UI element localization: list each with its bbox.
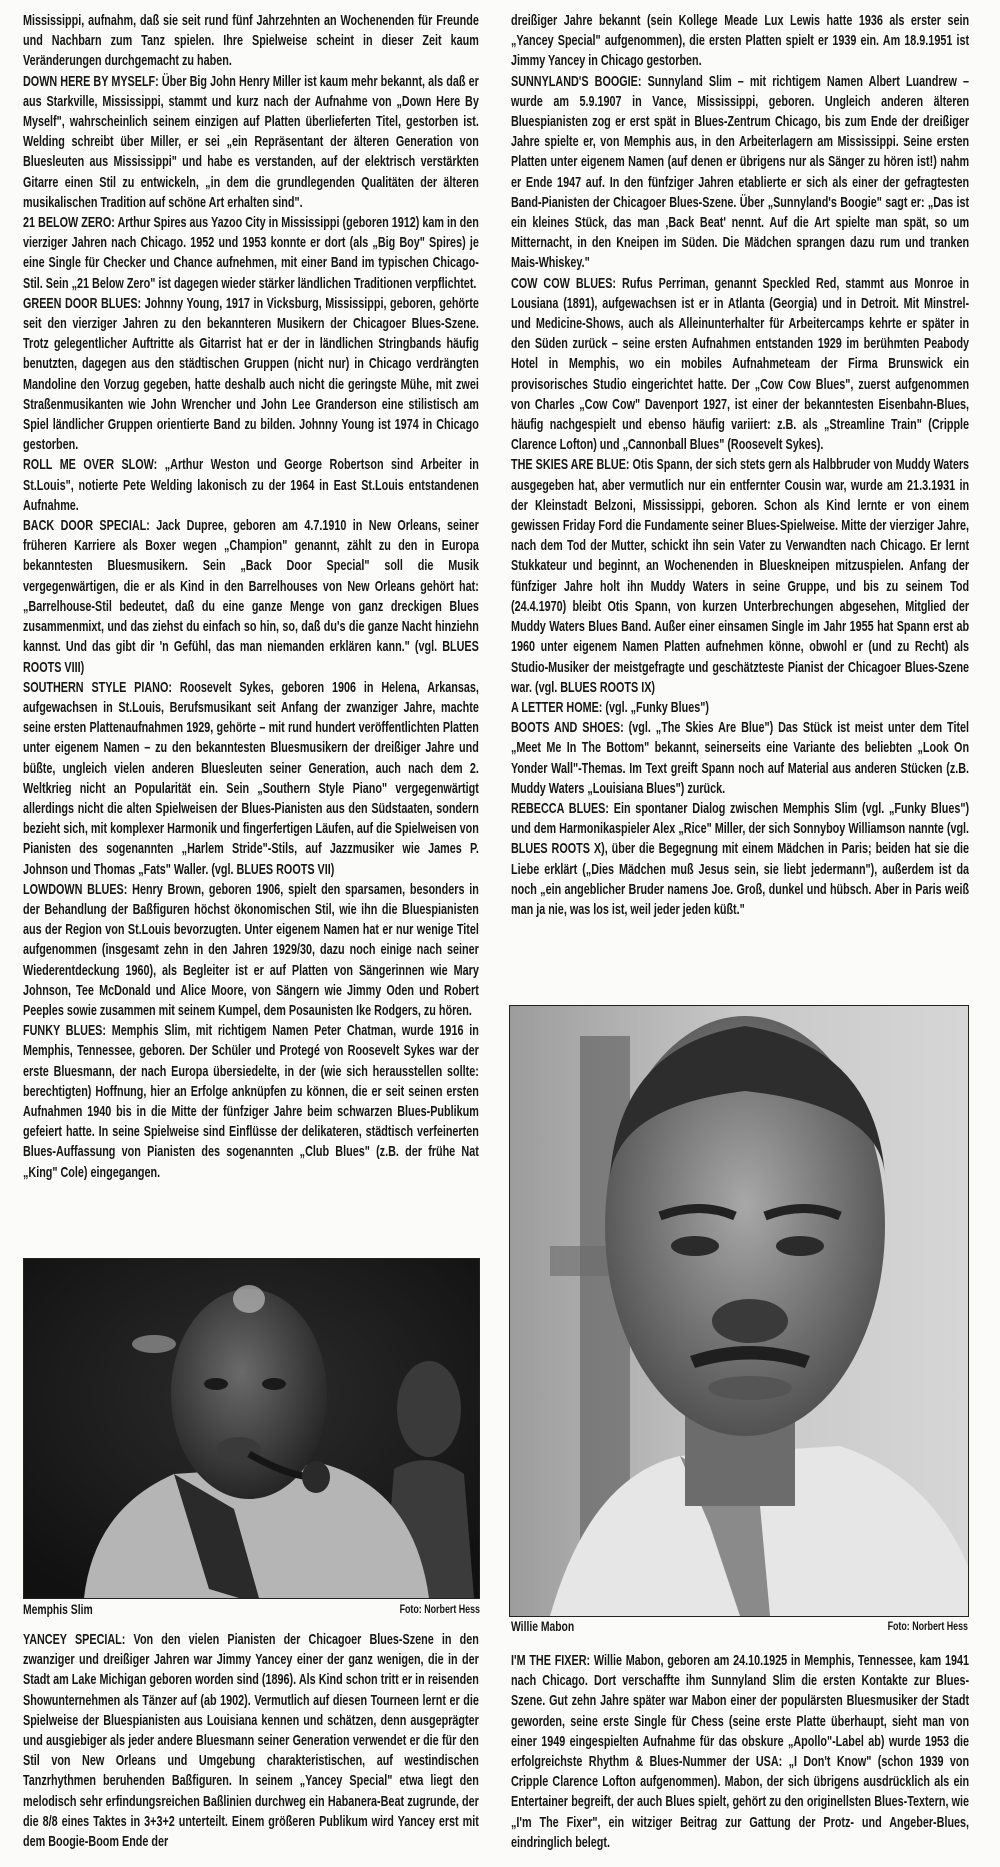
song-title-heading: GREEN DOOR BLUES: — [23, 295, 142, 312]
article-paragraph — [23, 1630, 479, 1852]
paragraph-text: Rufus Perriman, genannt Speckled Red, stammt aus Monroe in Lousiana (1891), aufgewachsen ist er in Atlanta (Georgia) und in Detroit. Mit Minstrel- und Medicine-Shows, auch als Alleinunterhalter für Arbeitercamps kehrte er später in den Süden zurück – seine ersten Aufnahmen entstanden 1929 im berühmten Peabody Hotel in Memphis, wo ein mobiles Aufnahmeteam der Firma Brunswick ein provisorisches Studio eingerichtet hatte. Der „Cow Cow Blues", zuerst aufgenommen von Charles „Cow Cow" Davenport 1927, ist einer der bekanntesten Eisenbahn-Blues, häufig nachgespielt und ebenso häufig variiert: z.B. als „Streamline Train" (Cripple Clarence Lofton) und „Cannonball Blues" (Roosevelt Sykes). — [511, 275, 969, 454]
song-title-heading: 21 BELOW ZERO: — [23, 215, 115, 232]
song-title-heading: SUNNYLAND'S BOOGIE: — [511, 73, 642, 90]
right-top-paragraphs — [511, 11, 969, 920]
article-paragraph — [511, 72, 969, 274]
paragraph-text: Jack Dupree, geboren am 4.7.1910 in New Orleans, seiner früheren Karriere als Boxer wegen „Champion" genannt, zählt zu den in Europa bekanntesten Bluesmusikern. Sein „Back Door Special" soll die Musik vergegenwärtigen, die er als Kind in den Barrelhouses von New Orleans gehört hat: „Barrelhouse-Stil bedeutet, daß du eine ganze Menge von ganz dreckigen Blues zusammenmixt, und das ziehst du einfach so hin, so, daß du's die ganze Nacht hinziehn kannst. Und das gibt dir 'n Gefühl, das man niemanden erklären kann." (vgl. BLUES ROOTS VIII) — [23, 518, 479, 676]
right-bottom-paragraphs — [511, 1651, 969, 1853]
article-paragraph — [23, 72, 479, 213]
article-paragraph — [511, 718, 969, 799]
willie-mabon-photo — [509, 1005, 969, 1617]
photo-caption — [23, 1599, 223, 1619]
right-column-text — [511, 11, 969, 991]
article-paragraph — [511, 799, 969, 920]
left-column-text — [23, 11, 479, 1251]
song-title-heading: FUNKY BLUES: — [23, 1023, 106, 1040]
right-column-bottom-text — [511, 1651, 969, 1867]
song-title-heading: I'M THE FIXER: — [511, 1653, 591, 1669]
paragraph-text: Johnny Young, 1917 in Vicksburg, Mississippi, geboren, gehörte seit den vierziger Jahren zu den bekannteren Musikern der Chicagoer Blues-Szene. Trotz gelegentlicher Auftritte als Gitarrist hat er der in ländlichen Stringbands häufig benutzten, dagegen aus den städtischen Gruppen (nicht nur) in Chicago verdrängten Mandoline den Vorzug gegeben, hatte deshalb auch nicht die geringste Mühe, mit zwei Straßenmusikanten wie John Wrencher und John Lee Granderson eine stilistisch am Spiel ländlicher Gruppen orientierte Band zu bilden. Johnny Young ist 1974 in Chicago gestorben. — [23, 295, 479, 454]
article-paragraph — [23, 880, 479, 1021]
song-title-heading: SOUTHERN STYLE PIANO: — [23, 679, 172, 696]
paragraph-text: Arthur Spires aus Yazoo City in Mississippi (geboren 1912) kam in den vierziger Jahren nach Chicago. 1952 und 1953 konnte er dort (als „Big Boy" Spires) je eine Single für Checker und Chance aufnehmen, mit einer Band im typischen Chicago-Stil. Sein „21 Below Zero" ist dagegen wieder stärker ländlichen Traditionen verpflichtet. — [23, 215, 479, 292]
paragraph-text: Über Big John Henry Miller ist kaum mehr bekannt, als daß er aus Starkville, Mississippi, stammt und kurz nach der Aufnahme von „Down Here By Myself", wahrscheinlich seinem einzigen auf Platten überlieferten Titel, gestorben ist. Welding schreibt über Miller, er sei „ein Repräsentant der älteren Generation von Bluesleuten aus Mississippi" und habe es verstanden, auf der elektrisch verstärkten Gitarre einen Stil zu entwickeln, „in dem die grundlegenden Qualitäten der älteren musikalischen Tradition auf schöne Art erhalten sind". — [23, 73, 479, 211]
paragraph-text: Ein spontaner Dialog zwischen Memphis Slim (vgl. „Funky Blues") und dem Harmonikaspieler Alex „Rice" Miller, der sich Sonnyboy Williamson nannte (vgl. BLUES ROOTS X), über die Begegnung mit einem Mädchen in Paris; beiden hat sie die Liebe erklärt („Dies Mädchen muß Jesus sein, sie liebt jedermann"), außerdem ist da noch „ein angeblicher Bruder namens Joe. Groß, dunkel und hübsch. Aber in Paris weiß man ja nie, was los ist, weil jeder jeden küßt." — [511, 800, 969, 918]
article-paragraph — [511, 1651, 969, 1853]
paragraph-text: Von den vielen Pianisten der Chicagoer Blues-Szene in den zwanziger und dreißiger Jahren war Jimmy Yancey einer der ganz wenigen, die in der Stadt am Lake Michigan geboren worden sind (1896). Als Kind schon tritt er in reisenden Showunternehmen als Tänzer auf (ab 1902). Vermutlich auf diesen Tourneen lernt er die Spielweise der Bluespianisten aus Louisiana kennen und schätzen, denn ausgeprägter und ausgiebiger als jeder andere Bluesmann seiner Generation verwendet er die für den Stil von New Orleans und Umgebung charakteristischen, auf westindischen Tanzrhythmen beruhenden Baßfiguren. In seinem „Yancey Special" etwa liegt den melodisch sehr erfindungsreichen Baßlinien durchweg ein Habanera-Beat zugrunde, der die 8/8 eines Taktes in 3+3+2 unterteilt. Einem größeren Publikum wird Yancey erst mit dem Boogie-Boom Ende der — [23, 1632, 479, 1851]
paragraph-text: Sunnyland Slim – mit richtigem Namen Albert Luandrew – wurde am 5.9.1907 in Vance, Mississippi, geboren. Ungleich anderen älteren Bluespianisten zog er erst spät in Blues-Zentrum Chicago, bis zum Ende der dreißiger Jahre spielte er, von Memphis aus, in den Arbeiterlagern am Mississippi. Seine ersten Platten unter eigenem Namen (auf denen er übrigens nur als Sänger zu hören ist!) nahm er Ende 1947 auf. In den fünfziger Jahren etablierte er sich als einer der gefragtesten Band-Pianisten der Chicagoer Blues-Szene. Über „Sunnyland's Boogie" sagt er: „Das ist ein kleines Stück, das man ‚Back Beat' nennt. Auf die Art spielte man spät, so um Mitternacht, in den Kneipen im Süden. Die Mädchen sprangen dazu rum und tranken Mais-Whiskey." — [511, 73, 969, 272]
paragraph-text: Mississippi, aufnahm, daß sie seit rund fünf Jahrzehnten an Wochenenden für Freunde und Nachbarn zum Tanz spielen. Ihre Spielweise scheint in dieser Zeit kaum Veränderungen durchgemacht zu haben. — [23, 13, 479, 70]
article-paragraph — [511, 11, 969, 72]
paragraph-text: (vgl. „The Skies Are Blue") Das Stück ist meist unter dem Titel „Meet Me In The Bottom" bekannt, seinerseits eine Variante des beliebten „Look On Yonder Wall"-Themas. Im Text greift Spann noch auf Material aus anderen Stücken (z.B. Muddy Waters „Louisiana Blues") zurück. — [511, 720, 969, 797]
song-title-heading: BACK DOOR SPECIAL: — [23, 518, 150, 535]
song-title-heading: DOWN HERE BY MYSELF: — [23, 73, 159, 90]
left-column-bottom-text — [23, 1630, 479, 1867]
paragraph-text: Henry Brown, geboren 1906, spielt den sparsamen, besonders in der Behandlung der Baßfiguren höchst ökonomischen Stil, wie ihn die Bluespianisten aus der Region von St.Louis bevorzugten. Unter eigenem Namen hat er nur wenige Titel aufgenommen (insgesamt zehn in den Jahren 1929/30, dazu noch einige nach seiner Wiederentdeckung 1960), als Begleiter ist er auf Platten von Sängerinnen wie Mary Johnson, Tee McDonald und Alice Moore, von Sängern wie Jimmy Oden und Robert Peeples sowie zusammen mit seinem Kumpel, dem Posaunisten Ike Rodgers, zu hören. — [23, 881, 479, 1019]
left-bottom-paragraphs — [23, 1630, 479, 1852]
portrait-image — [510, 1006, 968, 1616]
article-paragraph — [23, 516, 479, 678]
song-title-heading: A LETTER HOME: — [511, 699, 603, 716]
song-title-heading: BOOTS AND SHOES: — [511, 720, 624, 737]
song-title-heading: ROLL ME OVER SLOW: — [23, 457, 158, 474]
caption-text: Willie Mabon — [511, 1618, 575, 1634]
photo-caption — [511, 1616, 711, 1636]
song-title-heading: LOWDOWN BLUES: — [23, 881, 128, 898]
caption-text: Memphis Slim — [23, 1601, 93, 1617]
article-paragraph — [23, 455, 479, 516]
article-paragraph — [23, 11, 479, 72]
song-title-heading: YANCEY SPECIAL: — [23, 1632, 126, 1648]
article-paragraph — [23, 1021, 479, 1183]
article-paragraph — [511, 698, 969, 718]
memphis-slim-photo — [23, 1258, 480, 1599]
paragraph-text: dreißiger Jahre bekannt (sein Kollege Meade Lux Lewis hatte 1936 als erster sein „Yancey Special" aufgenommen), die ersten Platten spielt er 1939 ein. Am 18.9.1951 ist Jimmy Yancey in Chicago gestorben. — [511, 13, 969, 70]
article-paragraph — [511, 455, 969, 697]
song-title-heading: THE SKIES ARE BLUE: — [511, 457, 630, 474]
song-title-heading: COW COW BLUES: — [511, 275, 617, 292]
paragraph-text: Roosevelt Sykes, geboren 1906 in Helena, Arkansas, aufgewachsen in St.Louis, Berufsmusikant seit Anfang der zwanziger Jahre, machte seine ersten Plattenaufnahmen 1929, gehörte – mit rund hundert veröffentlichten Platten unter eigenem Namen – zu den bekanntesten Bluesmusikern der dreißiger Jahre und büßte, ungleich vielen anderen Bluesleuten seiner Generation, auch nach dem 2. Weltkrieg nicht an Popularität ein. Sein „Southern Style Piano" vergegenwärtigt allerdings nicht die alten Spielweisen der Blues-Pianisten aus den Südstaaten, sondern bezieht sich, mit komplexer Harmonik und fingerfertigen Läufen, auf die Spielweisen von Pianisten des sogenannten „Harlem Stride"-Stils, auf Jazzmusiker wie James P. Johnson und Thomas „Fats" Waller. (vgl. BLUES ROOTS VII) — [23, 679, 479, 878]
article-paragraph — [511, 274, 969, 456]
paragraph-text: „Arthur Weston und George Robertson sind Arbeiter in St.Louis", notierte Pete Welding lakonisch zu der 1964 in East St.Louis entstandenen Aufnahme. — [23, 457, 479, 514]
photo-credit — [300, 1599, 480, 1619]
paragraph-text: Memphis Slim, mit richtigem Namen Peter Chatman, wurde 1916 in Memphis, Tennessee, geboren. Der Schüler und Protegé von Roosevelt Sykes war der erste Bluesmann, der nach Europa übersiedelte, in der (wie sich herausstellen sollte: berechtigten) Hoffnung, hier an Erfolge anknüpfen zu können, die er seit seinen ersten Aufnahmen 1940 bis in die Mitte der fünfziger Jahre beim schwarzen Blues-Publikum gefeiert hatte. In seine Spielweise sind Einflüsse der delikateren, städtisch verfeinerten Blues-Auffassung von Pianisten des sogenannten „Club Blues" (z.B. der frühe Nat „King" Cole) eingegangen. — [23, 1023, 479, 1181]
left-top-paragraphs — [23, 11, 479, 1183]
article-paragraph — [23, 294, 479, 456]
song-title-heading: REBECCA BLUES: — [511, 800, 609, 817]
credit-text: Foto: Norbert Hess — [399, 1602, 480, 1616]
paragraph-text: Willie Mabon, geboren am 24.10.1925 in Memphis, Tennessee, kam 1941 nach Chicago. Dort verschaffte ihm Sunnyland Slim die ersten Kontakte zur Blues-Szene. Gut zehn Jahre später war Mabon einer der populärsten Bluesmusiker der Stadt geworden, seine erste Single für Chess (seine erste Platte überhaupt, sieht man von einer 1949 eingespielten Aufnahme für das obskure „Apollo"-Label ab) wurde 1953 die erfolgreichste Rhythm & Blues-Nummer der USA: „I Don't Know" (schon 1939 von Cripple Clarence Lofton aufgenommen). Mabon, der sich übrigens ausdrücklich als ein Entertainer begreift, der auch Blues spielt, gehört zu den originellsten Blues-Textern, wie „I'm The Fixer", ein witziger Beitrag zur Gattung der Protz- und Angeber-Blues, eindringlich belegt. — [511, 1653, 969, 1851]
portrait-image — [24, 1259, 479, 1598]
article-paragraph — [23, 678, 479, 880]
paragraph-text: (vgl. „Funky Blues") — [602, 699, 709, 716]
photo-credit — [787, 1616, 968, 1636]
credit-text: Foto: Norbert Hess — [887, 1619, 968, 1633]
paragraph-text: Otis Spann, der sich stets gern als Halbbruder von Muddy Waters ausgegeben hat, aber vermutlich nur ein entfernter Cousin war, wurde am 21.3.1931 in der Kleinstadt Belzoni, Mississippi, geboren. Schon als Kind lernte er von einem gewissen Friday Ford die Fundamente seiner Blues-Spielweise. Mitte der vierziger Jahre, nach dem Tod der Mutter, schickt ihn sein Vater zu Verwandten nach Chicago. Er lernt Stukkateur und beginnt, an Wochenenden in Blueskneipen mitzuspielen. Anfang der fünfziger Jahre holt ihn Muddy Waters in seine Gruppe, und bis zu seinem Tod (24.4.1970) bleibt Otis Spann, von kurzen Unterbrechungen abgesehen, Mitglied der Muddy Waters Blues Band. Außer einer einsamen Single im Jahr 1955 hat Spann erst ab 1960 unter eigenem Namen Platten aufnehmen könne, obwohl er (und zu Recht) als Studio-Musiker der meistgefragte und geschätzteste Pianist der Chicagoer Blues-Szene war. (vgl. BLUES ROOTS IX) — [511, 457, 969, 696]
article-paragraph — [23, 213, 479, 294]
